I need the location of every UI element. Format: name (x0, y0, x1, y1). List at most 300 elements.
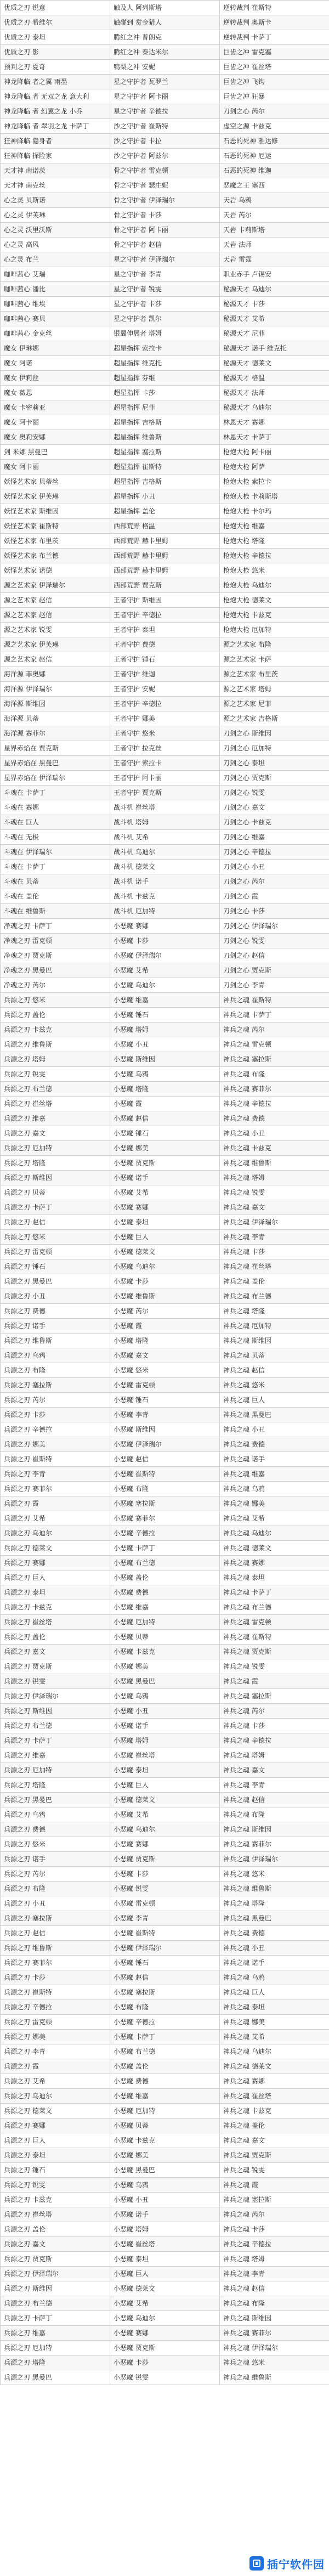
table-cell: 小恶魔 巨人 (110, 2267, 220, 2281)
table-cell: 神兵之魂 泰坦 (220, 1571, 329, 1585)
table-cell: 秘源天才 乌迪尔 (220, 282, 329, 297)
table-row (1, 104, 329, 119)
table-cell: 海洋源 赛菲尔 (1, 726, 110, 741)
table-row (1, 489, 329, 504)
table-cell: 小恶魔 黑曼巴 (110, 1674, 220, 1689)
table-cell: 兵源之刃 伊泽瑞尔 (1, 2267, 110, 2281)
table-cell: 兵源之刃 锤石 (1, 1259, 110, 1274)
table-cell: 小恶魔 芮尔 (110, 1304, 220, 1319)
table-cell: 神兵之魂 诺手 (220, 1956, 329, 1970)
table-row (1, 1659, 329, 1674)
table-cell: 预判之刃 夏奇 (1, 60, 110, 75)
table-cell: 刀剑之心 斯维因 (220, 726, 329, 741)
table-cell: 神兵之魂 塔姆 (220, 1171, 329, 1185)
table-row (1, 2326, 329, 2341)
table-row (1, 563, 329, 578)
table-row (1, 1200, 329, 1215)
table-cell: 神兵之魂 悠米 (220, 2355, 329, 2370)
table-cell: 狂神降临 探险家 (1, 149, 110, 163)
table-cell: 兵源之刃 盖伦 (1, 2222, 110, 2237)
table-cell: 战斗机 卡兹克 (110, 889, 220, 904)
table-cell: 刀剑之心 芮尔 (220, 104, 329, 119)
table-cell: 兵源之刃 锐雯 (1, 1674, 110, 1689)
table-cell: 海洋源 伊泽瑞尔 (1, 682, 110, 697)
table-row (1, 637, 329, 652)
table-cell: 小恶魔 悠米 (110, 1363, 220, 1378)
table-row (1, 993, 329, 1008)
table-cell: 神兵之魂 布隆 (220, 1067, 329, 1082)
table-cell: 小恶魔 锤石 (110, 1126, 220, 1141)
table-cell: 神兵之魂 艾希 (220, 2030, 329, 2044)
table-cell: 兵源之刃 德莱文 (1, 1541, 110, 1556)
table-cell: 巨齿之冲 崔丝塔 (220, 60, 329, 75)
table-cell: 兵源之刃 乌鸦 (1, 1807, 110, 1822)
table-cell: 兵源之刃 嘉文 (1, 1645, 110, 1659)
table-cell: 小恶魔 布兰德 (110, 1556, 220, 1571)
table-cell: 神兵之魂 贾克斯 (220, 2148, 329, 2163)
table-cell: 魔女 阿卡丽 (1, 415, 110, 430)
table-cell: 源之艺术家 尼菲 (220, 697, 329, 711)
table-cell: 神兵之魂 悠米 (220, 1378, 329, 1393)
table-cell: 神兵之魂 塞拉斯 (220, 1689, 329, 1704)
table-cell: 小恶魔 乌鸦 (110, 2178, 220, 2193)
table-row (1, 1511, 329, 1526)
table-row (1, 134, 329, 149)
table-cell: 兵源之刃 泰坦 (1, 2148, 110, 2163)
table-cell: 神兵之魂 锐雯 (220, 2163, 329, 2178)
table-row (1, 1556, 329, 1571)
table-cell: 神兵之魂 维鲁斯 (220, 1156, 329, 1171)
table-row (1, 1156, 329, 1171)
table-cell: 兵源之刃 卡萨丁 (1, 1733, 110, 1748)
table-row (1, 1630, 329, 1645)
table-cell: 天岩 雷霆 (220, 252, 329, 267)
table-row (1, 1852, 329, 1867)
table-cell: 鸭梨之冲 安妮 (110, 60, 220, 75)
table-cell: 神兵之魂 赛菲尔 (220, 1837, 329, 1852)
table-cell: 神兵之魂 乌鸦 (220, 1970, 329, 1985)
table-row (1, 771, 329, 786)
table-cell: 小恶魔 维嘉 (110, 993, 220, 1008)
table-cell: 刀剑之心 卡莎 (220, 904, 329, 919)
table-row (1, 1482, 329, 1496)
table-cell: 骨之守护者 雷克顿 (110, 163, 220, 178)
table-row (1, 1719, 329, 1733)
table-cell: 小恶魔 维嘉 (110, 1600, 220, 1615)
table-cell: 星之守护者 辛德拉 (110, 104, 220, 119)
table-cell: 枪炮大枪 阿萨 (220, 460, 329, 474)
table-cell: 兵源之刃 伊泽瑞尔 (1, 1689, 110, 1704)
table-cell: 星之守护者 阿卡丽 (110, 89, 220, 104)
table-cell: 刀剑之心 厄加特 (220, 741, 329, 756)
table-row (1, 386, 329, 400)
table-cell: 神兵之魂 辛德拉 (220, 1733, 329, 1748)
table-cell: 神兵之魂 小丑 (220, 1941, 329, 1956)
table-cell: 妖怪艺术家 伊芙琳 (1, 489, 110, 504)
table-cell: 王者守护 辛德拉 (110, 697, 220, 711)
table-cell: 秘源天才 乌迪尔 (220, 400, 329, 415)
table-row (1, 238, 329, 252)
table-row (1, 60, 329, 75)
table-row (1, 1467, 329, 1482)
table-cell: 斗魂在 赛娜 (1, 800, 110, 815)
table-cell: 心之灵 伊芙琳 (1, 208, 110, 223)
table-row (1, 623, 329, 637)
table-cell: 林恩天才 赛娜 (220, 415, 329, 430)
table-cell: 兵源之刃 赵信 (1, 1215, 110, 1230)
table-row (1, 1526, 329, 1541)
table-cell: 小恶魔 小丑 (110, 1037, 220, 1052)
table-cell: 神兵之魂 塔隆 (220, 1896, 329, 1911)
table-cell: 天岩 法师 (220, 238, 329, 252)
table-cell: 兵源之刃 辛德拉 (1, 2000, 110, 2015)
table-row (1, 2311, 329, 2326)
table-cell: 兵源之刃 李青 (1, 2044, 110, 2059)
table-cell: 神兵之魂 诺手 (220, 1452, 329, 1467)
table-cell: 小恶魔 布兰德 (110, 2044, 220, 2059)
table-cell: 神兵之魂 卡莎 (220, 2222, 329, 2237)
table-cell: 兵源之刃 雷克顿 (1, 2015, 110, 2030)
table-cell: 小恶魔 卡莎 (110, 934, 220, 948)
table-row (1, 697, 329, 711)
table-cell: 战斗机 塔姆 (110, 815, 220, 830)
table-cell: 秘源天才 德莱文 (220, 356, 329, 371)
table-cell: 妖怪艺术家 贝蒂丝 (1, 474, 110, 489)
table-cell: 神兵之魂 乌迪尔 (220, 2044, 329, 2059)
table-cell: 源之艺术家 赵信 (1, 608, 110, 623)
table-row (1, 815, 329, 830)
table-cell: 神兵之魂 布兰德 (220, 1600, 329, 1615)
table-row (1, 2148, 329, 2163)
table-cell: 小恶魔 贾克斯 (110, 2341, 220, 2355)
table-cell: 神龙降临 者 翠羽之龙 卡萨丁 (1, 119, 110, 134)
table-row (1, 445, 329, 460)
table-cell: 源之艺术家 赵信 (1, 652, 110, 667)
table-row (1, 1763, 329, 1778)
table-row (1, 874, 329, 889)
table-cell: 净魂之刃 卡萨丁 (1, 919, 110, 934)
table-cell: 小恶魔 艾希 (110, 1185, 220, 1200)
table-cell: 咖啡茜心 金克丝 (1, 326, 110, 341)
table-cell: 骨之守护者 赵信 (110, 238, 220, 252)
table-row (1, 1496, 329, 1511)
table-row (1, 1733, 329, 1748)
table-cell: 兵源之刃 赵信 (1, 1926, 110, 1941)
table-cell: 银翼伸展者 塔姆 (110, 326, 220, 341)
table-row (1, 15, 329, 30)
table-cell: 超星指挥 吉格斯 (110, 474, 220, 489)
table-cell: 兵源之刃 黑曼巴 (1, 1274, 110, 1289)
table-cell: 小恶魔 维鲁斯 (110, 1289, 220, 1304)
table-cell: 优质之刃 希维尔 (1, 15, 110, 30)
table-cell: 兵源之刃 小丑 (1, 1896, 110, 1911)
table-cell: 小恶魔 德莱文 (110, 2281, 220, 2296)
table-cell: 兵源之刃 卡莎 (1, 1408, 110, 1422)
table-cell: 神兵之魂 赛菲尔 (220, 1082, 329, 1097)
table-cell: 兵源之刃 巨人 (1, 1571, 110, 1585)
table-cell: 神兵之魂 赵信 (220, 1363, 329, 1378)
table-cell: 巨齿之冲 雷克塞 (220, 45, 329, 60)
table-cell: 小恶魔 娜美 (110, 2148, 220, 2163)
table-cell: 兵源之刃 赛菲尔 (1, 1956, 110, 1970)
table-cell: 神兵之魂 霞 (220, 1674, 329, 1689)
table-cell: 逆转裁判 卡萨丁 (220, 30, 329, 45)
table-cell: 神兵之魂 盖伦 (220, 1274, 329, 1289)
table-row (1, 1185, 329, 1200)
table-cell: 小恶魔 塔姆 (110, 1023, 220, 1037)
table-cell: 枪炮大枪 辛德拉 (220, 549, 329, 563)
table-cell: 妖怪艺术家 崔斯特 (1, 519, 110, 534)
table-cell: 星之守护者 卡莎 (110, 297, 220, 312)
table-cell: 兵源之刃 芮尔 (1, 1867, 110, 1882)
table-row (1, 845, 329, 860)
table-cell: 王者守护 斯维因 (110, 593, 220, 608)
table-cell: 神兵之魂 泰坦 (220, 2000, 329, 2015)
table-row (1, 474, 329, 489)
table-row (1, 519, 329, 534)
table-cell: 魔女 伊莉丝 (1, 371, 110, 386)
table-row (1, 1230, 329, 1245)
table-cell: 枪炮大枪 卡莉斯塔 (220, 489, 329, 504)
table-cell: 兵源之刃 维鲁斯 (1, 1037, 110, 1052)
table-cell: 神兵之魂 嘉文 (220, 1200, 329, 1215)
table-cell: 小恶魔 赛娜 (110, 1200, 220, 1215)
table-cell: 神兵之魂 塞拉斯 (220, 2193, 329, 2207)
table-row (1, 1452, 329, 1467)
table-cell: 星之守护者 瓦罗兰 (110, 75, 220, 89)
table-cell: 兵源之刃 悠米 (1, 1837, 110, 1852)
table-row (1, 1748, 329, 1763)
table-row (1, 934, 329, 948)
table-cell: 神兵之魂 卡莎 (220, 1245, 329, 1259)
table-row (1, 163, 329, 178)
table-cell: 神兵之魂 芮尔 (220, 1704, 329, 1719)
table-cell: 刀剑之心 小丑 (220, 860, 329, 874)
table-cell: 咖啡茜心 赛贝 (1, 312, 110, 326)
table-row (1, 193, 329, 208)
table-cell: 神兵之魂 布兰德 (220, 1289, 329, 1304)
table-cell: 兵源之刃 厄加特 (1, 1763, 110, 1778)
table-cell: 小恶魔 霞 (110, 1319, 220, 1334)
table-cell: 小恶魔 塔隆 (110, 1334, 220, 1348)
table-cell: 小恶魔 赵信 (110, 1111, 220, 1126)
table-cell: 秘源天才 诺手 维克托 (220, 341, 329, 356)
table-cell: 魔女 阿卡丽 (1, 460, 110, 474)
table-cell: 源之艺术家 吉格斯 (220, 711, 329, 726)
table-cell: 兵源之刃 黑曼巴 (1, 2370, 110, 2385)
table-cell: 小恶魔 艾希 (110, 1807, 220, 1822)
table-cell: 王者守护 安妮 (110, 682, 220, 697)
table-cell: 神兵之魂 锐雯 (220, 1185, 329, 1200)
table-row (1, 1111, 329, 1126)
table-cell: 天才神 南克丝 (1, 178, 110, 193)
table-row (1, 1378, 329, 1393)
table-row (1, 371, 329, 386)
table-cell: 小恶魔 斯维因 (110, 1052, 220, 1067)
table-row (1, 1882, 329, 1896)
table-cell: 神兵之魂 维鲁斯 (220, 2370, 329, 2385)
table-cell: 兵源之刃 贝蒂 (1, 1185, 110, 1200)
table-row (1, 1867, 329, 1882)
table-cell: 兵源之刃 霞 (1, 1496, 110, 1511)
table-cell: 神兵之魂 乌迪尔 (220, 1526, 329, 1541)
table-row (1, 889, 329, 904)
table-cell: 小恶魔 卡萨丁 (110, 2030, 220, 2044)
table-row (1, 2222, 329, 2237)
table-cell: 星界赤焰在 贾克斯 (1, 741, 110, 756)
table-row (1, 1393, 329, 1408)
table-cell: 兵源之刃 厄加特 (1, 2341, 110, 2355)
table-cell: 神兵之魂 辛德拉 (220, 2237, 329, 2252)
table-cell: 神兵之魂 芮尔 (220, 2207, 329, 2222)
table-cell: 王者守护 费德 (110, 637, 220, 652)
table-cell: 小恶魔 厄加特 (110, 2104, 220, 2119)
table-cell: 小恶魔 贝蒂 (110, 2119, 220, 2133)
table-row (1, 1289, 329, 1304)
table-cell: 小恶魔 黑曼巴 (110, 2163, 220, 2178)
table-row (1, 2133, 329, 2148)
table-cell: 神兵之魂 悠米 (220, 1867, 329, 1882)
table-cell: 魔女 卡密莉亚 (1, 400, 110, 415)
table-cell: 优质之刃 泰坦 (1, 30, 110, 45)
table-row (1, 1008, 329, 1023)
table-cell: 兵源之刃 崔斯特 (1, 1985, 110, 2000)
table-cell: 源之艺术家 锐雯 (1, 623, 110, 637)
table-row (1, 830, 329, 845)
table-cell: 神兵之魂 塔隆 (220, 1304, 329, 1319)
table-cell: 神兵之魂 厄加特 (220, 1319, 329, 1334)
table-cell: 沙之守护者 崔斯特 (110, 119, 220, 134)
table-cell: 神兵之魂 嘉文 (220, 2133, 329, 2148)
table-cell: 斗魂在 无极 (1, 830, 110, 845)
table-cell: 兵源之刃 乌迪尔 (1, 2089, 110, 2104)
table-cell: 林恩天才 卡萨丁 (220, 430, 329, 445)
table-row (1, 1141, 329, 1156)
table-cell: 腾红之冲 泰达米尔 (110, 45, 220, 60)
table-cell: 净魂之刃 贾克斯 (1, 948, 110, 963)
table-row (1, 1274, 329, 1289)
table-cell: 神兵之魂 伊泽瑞尔 (220, 1215, 329, 1230)
table-cell: 神兵之魂 德莱文 (220, 2059, 329, 2074)
table-row (1, 667, 329, 682)
table-cell: 斗魂在 卡萨丁 (1, 786, 110, 800)
table-cell: 神兵之魂 辛德拉 (220, 1097, 329, 1111)
table-cell: 斗魂在 贝蒂 (1, 874, 110, 889)
table-cell: 斗魂在 巨人 (1, 815, 110, 830)
table-cell: 兵源之刃 娜美 (1, 1437, 110, 1452)
table-cell: 星界赤焰在 黑曼巴 (1, 756, 110, 771)
table-cell: 净魂之刃 黑曼巴 (1, 963, 110, 978)
table-cell: 超星指挥 维克托 (110, 356, 220, 371)
table-cell: 战斗机 乌迪尔 (110, 845, 220, 860)
table-cell: 兵源之刃 费德 (1, 1822, 110, 1837)
table-cell: 兵源之刃 盖伦 (1, 1008, 110, 1023)
table-cell: 神兵之魂 黑曼巴 (220, 1911, 329, 1926)
table-row (1, 1585, 329, 1600)
table-cell: 小恶魔 乌迪尔 (110, 978, 220, 993)
table-cell: 枪炮大枪 塔隆 (220, 534, 329, 549)
table-cell: 兵源之刃 卡兹克 (1, 1600, 110, 1615)
table-cell: 超星指挥 吉格斯 (110, 415, 220, 430)
table-cell: 兵源之刃 布兰德 (1, 1719, 110, 1733)
table-cell: 王者守护 泰坦 (110, 623, 220, 637)
table-row (1, 223, 329, 238)
table-cell: 兵源之刃 辛德拉 (1, 1422, 110, 1437)
table-cell: 超星指挥 崔斯特 (110, 460, 220, 474)
table-cell: 小恶魔 乌迪尔 (110, 1259, 220, 1274)
table-row (1, 1408, 329, 1422)
table-cell: 腾红之冲 普朗克 (110, 30, 220, 45)
table-row (1, 1245, 329, 1259)
table-cell: 神兵之魂 维嘉 (220, 1467, 329, 1482)
table-cell: 兵源之刃 嘉文 (1, 2237, 110, 2252)
table-row (1, 312, 329, 326)
table-cell: 兵源之刃 斯维因 (1, 2281, 110, 2296)
table-cell: 小恶魔 布隆 (110, 2000, 220, 2015)
table-cell: 魔女 薇恩 (1, 386, 110, 400)
table-cell: 小恶魔 塞拉斯 (110, 1496, 220, 1511)
table-cell: 王者守护 辛德拉 (110, 608, 220, 623)
table-cell: 西部荒野 贾克斯 (110, 578, 220, 593)
table-row (1, 1571, 329, 1585)
table-cell: 兵源之刃 维鲁斯 (1, 1334, 110, 1348)
table-cell: 净魂之刃 雷克顿 (1, 934, 110, 948)
table-row (1, 1985, 329, 2000)
table-cell: 兵源之刃 诺手 (1, 1852, 110, 1867)
table-cell: 刀剑之心 芮尔 (220, 874, 329, 889)
table-cell: 神兵之魂 塔姆 (220, 1748, 329, 1763)
table-cell: 兵源之刃 泰坦 (1, 1585, 110, 1600)
table-row (1, 2296, 329, 2311)
table-cell: 刀剑之心 锐雯 (220, 934, 329, 948)
table-cell: 虚空之源 卡兹克 (220, 119, 329, 134)
table-cell: 斗魂在 维鲁斯 (1, 904, 110, 919)
table-cell: 秘源天才 卡莎 (220, 297, 329, 312)
table-cell: 王者守护 索拉卡 (110, 756, 220, 771)
table-cell: 源之艺术家 卡萨 (220, 652, 329, 667)
table-cell: 净魂之刃 芮尔 (1, 978, 110, 993)
table-cell: 刀剑之心 贾克斯 (220, 771, 329, 786)
table-cell: 小恶魔 赛菲尔 (110, 1511, 220, 1526)
table-cell: 兵源之刃 斯维因 (1, 1704, 110, 1719)
table-cell: 枪炮大枪 卡兹克 (220, 608, 329, 623)
table-cell: 神兵之魂 娜美 (220, 2015, 329, 2030)
table-cell: 战斗机 德莱文 (110, 860, 220, 874)
table-row (1, 2267, 329, 2281)
champion-table-body (1, 1, 329, 2385)
table-row (1, 75, 329, 89)
table-cell: 王者守护 娜美 (110, 711, 220, 726)
table-cell: 兵源之刃 嘉文 (1, 1126, 110, 1141)
table-cell: 刀剑之心 赵信 (220, 948, 329, 963)
table-cell: 神兵之魂 巨人 (220, 1393, 329, 1408)
table-cell: 神兵之魂 伊泽瑞尔 (220, 1852, 329, 1867)
table-cell: 小恶魔 李青 (110, 1911, 220, 1926)
table-cell: 刀剑之心 伊泽瑞尔 (220, 919, 329, 934)
table-cell: 魔女 阿诺 (1, 356, 110, 371)
table-cell: 骨之守护者 伊泽瑞尔 (110, 193, 220, 208)
table-cell: 妖怪艺术家 布兰德 (1, 549, 110, 563)
table-cell: 小恶魔 布隆 (110, 1482, 220, 1496)
table-cell: 小恶魔 雷克顿 (110, 1896, 220, 1911)
table-cell: 秘源天才 格温 (220, 371, 329, 386)
table-cell: 枪炮大枪 卡尔玛 (220, 504, 329, 519)
table-cell: 兵源之刃 贾克斯 (1, 1659, 110, 1674)
table-cell: 小恶魔 锤石 (110, 1956, 220, 1970)
table-cell: 神龙降临 者 无双之龙 意大利 (1, 89, 110, 104)
table-cell: 兵源之刃 巨人 (1, 2133, 110, 2148)
table-row (1, 593, 329, 608)
